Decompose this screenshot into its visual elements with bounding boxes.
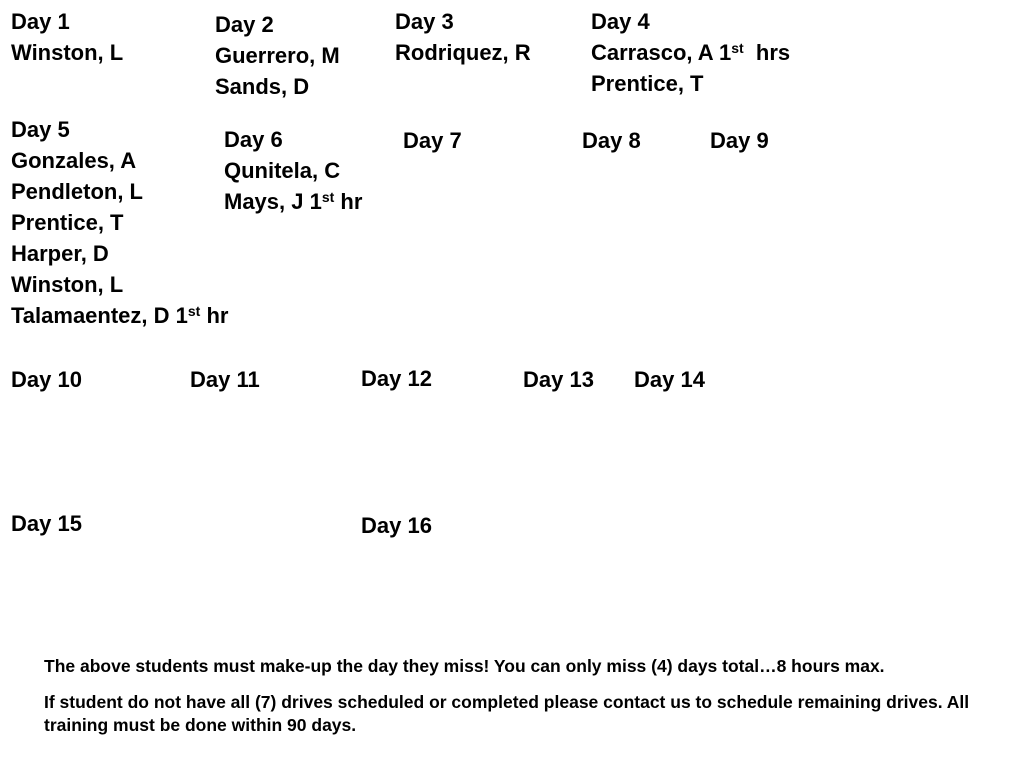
student-name: Rodriquez, R: [395, 40, 531, 65]
hours-text: hrs: [743, 40, 791, 65]
day-5-block: [11, 114, 228, 331]
student-name-text: Carrasco, A 1: [591, 40, 732, 65]
day-title: Day 11: [190, 367, 260, 392]
makeup-policy-note: The above students must make-up the day they miss! You can only miss (4) days total…8 hours max.: [44, 656, 885, 676]
day-11-block: [190, 364, 260, 395]
student-name: Pendleton, L: [11, 179, 143, 204]
student-name: Qunitela, C: [224, 158, 341, 183]
hours-text: hr: [200, 303, 229, 328]
ordinal-suffix: st: [321, 189, 335, 205]
day-4-block: [591, 6, 790, 99]
day-title: Day 7: [403, 128, 462, 153]
day-title: Day 9: [710, 128, 769, 153]
day-title: Day 14: [634, 367, 705, 392]
day-title: Day 2: [215, 12, 274, 37]
student-name: Prentice, T: [11, 210, 124, 235]
day-title: Day 12: [361, 366, 432, 391]
student-name: [224, 186, 362, 217]
day-title: Day 6: [224, 127, 283, 152]
student-name: Winston, L: [11, 40, 124, 65]
day-title: Day 4: [591, 9, 650, 34]
day-16-block: [361, 510, 432, 541]
day-title: Day 8: [582, 128, 641, 153]
day-title: Day 3: [395, 9, 454, 34]
ordinal-suffix: st: [731, 40, 744, 56]
day-title: Day 13: [523, 367, 594, 392]
day-15-block: [11, 508, 82, 539]
student-name: [591, 37, 790, 68]
day-13-block: [523, 364, 594, 395]
student-name: [11, 300, 228, 331]
student-name: Prentice, T: [591, 71, 704, 96]
student-name: Gonzales, A: [11, 148, 137, 173]
day-14-block: [634, 364, 705, 395]
day-2-block: [215, 9, 340, 102]
day-title: Day 1: [11, 9, 70, 34]
student-name-text: Mays, J 1: [224, 189, 322, 214]
student-name-text: Talamaentez, D 1: [11, 303, 188, 328]
day-3-block: [395, 6, 531, 68]
day-title: Day 15: [11, 511, 82, 536]
student-name: Harper, D: [11, 241, 109, 266]
student-name: Winston, L: [11, 272, 124, 297]
day-6-block: [224, 124, 362, 217]
student-name: Guerrero, M: [215, 43, 340, 68]
hours-text: hr: [334, 189, 363, 214]
student-name: Sands, D: [215, 74, 310, 99]
day-title: Day 5: [11, 117, 70, 142]
day-9-block: [710, 125, 769, 156]
day-title: Day 16: [361, 513, 432, 538]
day-10-block: [11, 364, 82, 395]
contact-schedule-note: If student do not have all (7) drives scheduled or completed please contact us to schedule remaining drives. All training must be done within 90 days.: [44, 692, 970, 735]
ordinal-suffix: st: [187, 303, 201, 319]
day-8-block: [582, 125, 641, 156]
day-7-block: [403, 125, 462, 156]
day-12-block: [361, 363, 432, 394]
day-1-block: [11, 6, 123, 68]
day-title: Day 10: [11, 367, 82, 392]
